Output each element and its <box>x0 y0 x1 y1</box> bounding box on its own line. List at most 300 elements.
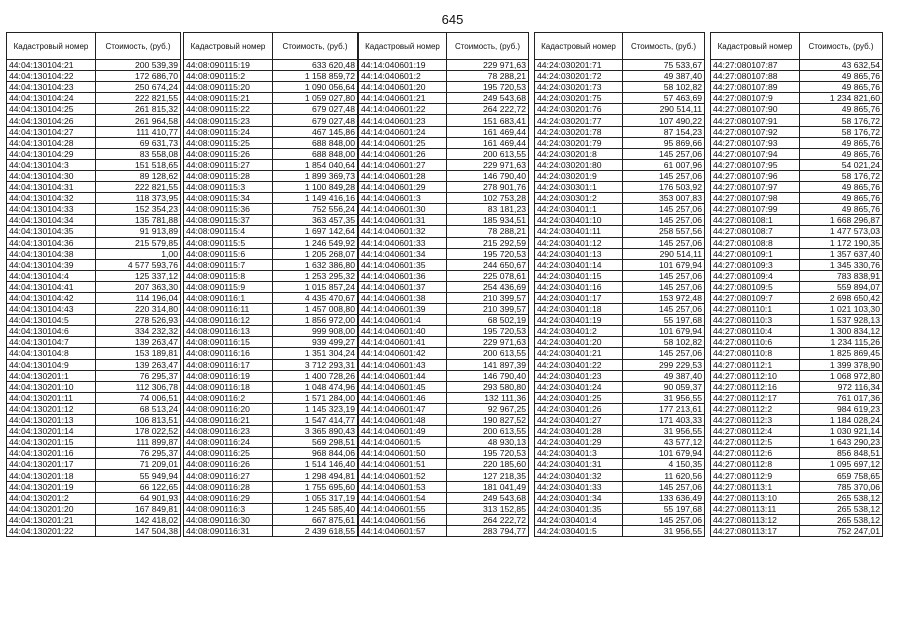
cadastre-number: 44:08:090115:27 <box>184 159 273 170</box>
cadastre-number: 44:27:080112:8 <box>711 459 800 470</box>
cost-value: 146 790,40 <box>447 170 529 181</box>
cost-value: 1 030 921,14 <box>800 426 883 437</box>
cadastre-number: 44:04:130104:32 <box>7 193 96 204</box>
table-row <box>711 426 883 437</box>
table-row <box>184 525 358 536</box>
cost-value: 145 257,06 <box>623 304 705 315</box>
table-row <box>535 470 705 481</box>
cadastre-number: 44:08:090116:11 <box>184 304 273 315</box>
table-row <box>711 60 883 71</box>
table-row <box>359 82 529 93</box>
cost-value: 264 222,72 <box>447 514 529 525</box>
cost-value: 229 971,63 <box>447 159 529 170</box>
cadastre-number: 44:24:030201:75 <box>535 93 623 104</box>
cost-value: 151 518,65 <box>96 159 181 170</box>
table-row <box>359 392 529 403</box>
cost-value: 151 683,41 <box>447 115 529 126</box>
cost-value: 1 095 697,12 <box>800 459 883 470</box>
table-row <box>711 126 883 137</box>
cadastre-number: 44:14:040601:51 <box>359 459 447 470</box>
cost-value: 265 538,12 <box>800 492 883 503</box>
cost-value: 752 247,01 <box>800 525 883 536</box>
cadastre-number: 44:04:130104:38 <box>7 248 96 259</box>
cost-value: 1 357 637,40 <box>800 248 883 259</box>
table-row <box>184 270 358 281</box>
cadastre-number: 44:08:090116:18 <box>184 381 273 392</box>
cadastre-number: 44:14:040601:24 <box>359 126 447 137</box>
table-row <box>7 370 181 381</box>
cost-value: 752 556,24 <box>273 204 358 215</box>
table-row <box>535 514 705 525</box>
cadastre-number: 44:27:080112:9 <box>711 470 800 481</box>
cost-value: 1 021 103,30 <box>800 304 883 315</box>
cost-value: 69 631,73 <box>96 137 181 148</box>
table-row <box>359 60 529 71</box>
cost-value: 172 686,70 <box>96 71 181 82</box>
cost-value: 111 899,87 <box>96 437 181 448</box>
cadastre-number: 44:08:090115:7 <box>184 259 273 270</box>
cost-value: 761 017,36 <box>800 392 883 403</box>
cost-value: 667 875,61 <box>273 514 358 525</box>
table-row <box>7 71 181 82</box>
cadastre-number: 44:24:030201:9 <box>535 170 623 181</box>
cost-value: 78 288,21 <box>447 71 529 82</box>
cost-value: 68 513,24 <box>96 403 181 414</box>
cost-value: 161 469,44 <box>447 137 529 148</box>
cost-value: 290 514,11 <box>623 248 705 259</box>
table-row <box>184 304 358 315</box>
cadastre-number: 44:04:130104:35 <box>7 226 96 237</box>
cost-value: 688 848,00 <box>273 137 358 148</box>
cost-value: 78 288,21 <box>447 226 529 237</box>
table-row <box>535 93 705 104</box>
table-row <box>184 403 358 414</box>
cadastre-number: 44:27:080109:1 <box>711 248 800 259</box>
table-row <box>7 426 181 437</box>
cost-value: 195 720,53 <box>447 82 529 93</box>
cadastre-number: 44:27:080109:3 <box>711 259 800 270</box>
table-row <box>535 315 705 326</box>
cadastre-number: 44:24:030201:73 <box>535 82 623 93</box>
cadastre-number: 44:04:130104:25 <box>7 104 96 115</box>
cost-value: 91 913,89 <box>96 226 181 237</box>
cost-value: 569 298,51 <box>273 437 358 448</box>
table-row <box>184 137 358 148</box>
cost-value: 1 068 972,80 <box>800 370 883 381</box>
cost-value: 106 813,51 <box>96 415 181 426</box>
table-row <box>184 215 358 226</box>
cadastre-number: 44:27:080112:10 <box>711 370 800 381</box>
table-row <box>184 115 358 126</box>
table-row <box>184 359 358 370</box>
cost-value: 200 613,55 <box>447 426 529 437</box>
table-row <box>359 93 529 104</box>
cadastre-number: 44:04:130201:16 <box>7 448 96 459</box>
table-row <box>184 514 358 525</box>
cost-value: 261 964,58 <box>96 115 181 126</box>
table-row <box>711 104 883 115</box>
table-row <box>359 237 529 248</box>
table-row <box>535 126 705 137</box>
cost-value: 244 650,67 <box>447 259 529 270</box>
table-row <box>184 126 358 137</box>
cost-value: 145 257,06 <box>623 281 705 292</box>
table-row <box>359 459 529 470</box>
cadastre-number: 44:27:080113:12 <box>711 514 800 525</box>
cadastre-number: 44:14:040601:35 <box>359 259 447 270</box>
cost-value: 785 370,06 <box>800 481 883 492</box>
cost-value: 11 620,56 <box>623 470 705 481</box>
cadastre-number: 44:14:040601:47 <box>359 403 447 414</box>
table-row <box>7 337 181 348</box>
table-row <box>711 470 883 481</box>
table-row <box>359 292 529 303</box>
table-row <box>7 492 181 503</box>
cadastre-number: 44:04:130104:21 <box>7 60 96 71</box>
cadastre-number: 44:14:040601:3 <box>359 193 447 204</box>
cost-value: 101 679,94 <box>623 326 705 337</box>
cadastre-number: 44:04:130201:14 <box>7 426 96 437</box>
cadastre-number: 44:24:030401:13 <box>535 248 623 259</box>
cadastre-number: 44:08:090116:26 <box>184 459 273 470</box>
cost-value: 254 436,69 <box>447 281 529 292</box>
table-row <box>711 182 883 193</box>
cadastre-number: 44:27:080107:9 <box>711 93 800 104</box>
header-cost: Стоимость, (руб.) <box>447 33 529 60</box>
cost-value: 153 189,81 <box>96 348 181 359</box>
table-row <box>184 182 358 193</box>
table-row <box>711 159 883 170</box>
table-row <box>711 281 883 292</box>
cadastre-number: 44:24:030401:35 <box>535 503 623 514</box>
table-row <box>535 237 705 248</box>
table-row <box>711 248 883 259</box>
table-row <box>535 370 705 381</box>
cost-value: 125 337,12 <box>96 270 181 281</box>
cadastre-number: 44:08:090115:28 <box>184 170 273 181</box>
table-row <box>535 448 705 459</box>
cost-value: 1 547 414,77 <box>273 415 358 426</box>
cadastre-number: 44:04:130201:11 <box>7 392 96 403</box>
cadastre-number: 44:08:090115:34 <box>184 193 273 204</box>
cadastre-number: 44:27:080112:5 <box>711 437 800 448</box>
cost-value: 58 176,72 <box>800 126 883 137</box>
cost-value: 1 697 142,64 <box>273 226 358 237</box>
cost-value: 999 908,00 <box>273 326 358 337</box>
cost-value: 968 844,06 <box>273 448 358 459</box>
cadastre-number: 44:24:030401:22 <box>535 359 623 370</box>
cadastre-number: 44:04:130201:19 <box>7 481 96 492</box>
cost-value: 55 949,94 <box>96 470 181 481</box>
cadastre-number: 44:27:080113:10 <box>711 492 800 503</box>
cost-value: 102 753,28 <box>447 193 529 204</box>
cadastre-number: 44:14:040601:57 <box>359 525 447 536</box>
header-row <box>535 33 705 60</box>
cadastre-number: 44:24:030401:23 <box>535 370 623 381</box>
cost-value: 177 213,61 <box>623 403 705 414</box>
cost-value: 1 668 296,87 <box>800 215 883 226</box>
cost-value: 1 854 040,64 <box>273 159 358 170</box>
table-row <box>184 492 358 503</box>
table-row <box>184 337 358 348</box>
cadastre-number: 44:04:130201:20 <box>7 503 96 514</box>
table-row <box>711 492 883 503</box>
table-row <box>7 459 181 470</box>
cost-value: 112 306,78 <box>96 381 181 392</box>
cost-value: 76 295,37 <box>96 370 181 381</box>
cost-value: 145 257,06 <box>623 215 705 226</box>
cost-value: 55 197,68 <box>623 503 705 514</box>
cost-value: 101 679,94 <box>623 448 705 459</box>
cadastre-number: 44:14:040601:40 <box>359 326 447 337</box>
cadastre-number: 44:04:130201:15 <box>7 437 96 448</box>
table-row <box>359 226 529 237</box>
cadastre-number: 44:24:030401:28 <box>535 426 623 437</box>
cost-value: 49 387,40 <box>623 370 705 381</box>
table-row <box>7 392 181 403</box>
cadastre-number: 44:24:030401:12 <box>535 237 623 248</box>
cadastre-number: 44:04:130104:27 <box>7 126 96 137</box>
cost-value: 264 222,72 <box>447 104 529 115</box>
cost-value: 1 145 323,19 <box>273 403 358 414</box>
table-row <box>359 348 529 359</box>
cost-value: 1 048 474,96 <box>273 381 358 392</box>
table-row <box>7 259 181 270</box>
table-row <box>711 514 883 525</box>
cadastre-number: 44:27:080113:11 <box>711 503 800 514</box>
cadastre-number: 44:04:130104:7 <box>7 337 96 348</box>
table-row <box>711 459 883 470</box>
table-row <box>359 193 529 204</box>
table-row <box>184 459 358 470</box>
table-row <box>184 159 358 170</box>
cadastre-number: 44:08:090115:19 <box>184 60 273 71</box>
cost-value: 145 257,06 <box>623 481 705 492</box>
cadastre-number: 44:08:090115:4 <box>184 226 273 237</box>
table-row <box>184 470 358 481</box>
cost-value: 49 865,76 <box>800 193 883 204</box>
cost-value: 200 539,39 <box>96 60 181 71</box>
cost-value: 1 351 304,24 <box>273 348 358 359</box>
cadastre-number: 44:14:040601:30 <box>359 204 447 215</box>
table-row <box>359 182 529 193</box>
cadastre-number: 44:27:080107:99 <box>711 204 800 215</box>
table-row <box>711 304 883 315</box>
table-row <box>711 148 883 159</box>
cost-value: 4 150,35 <box>623 459 705 470</box>
table-row <box>184 426 358 437</box>
cadastre-number: 44:27:080107:90 <box>711 104 800 115</box>
table-row <box>359 415 529 426</box>
cadastre-number: 44:08:090116:21 <box>184 415 273 426</box>
cadastre-number: 44:14:040601:50 <box>359 448 447 459</box>
cost-value: 258 557,56 <box>623 226 705 237</box>
cost-value: 1 015 857,24 <box>273 281 358 292</box>
table-row <box>184 104 358 115</box>
cost-value: 1 755 695,60 <box>273 481 358 492</box>
cadastre-number: 44:08:090116:30 <box>184 514 273 525</box>
table-row <box>184 315 358 326</box>
table-row <box>7 470 181 481</box>
table-row <box>7 304 181 315</box>
cost-value: 1,00 <box>96 248 181 259</box>
cadastre-number: 44:08:090115:23 <box>184 115 273 126</box>
table-row <box>535 426 705 437</box>
cost-value: 178 022,52 <box>96 426 181 437</box>
table-row <box>359 104 529 115</box>
table-row <box>359 470 529 481</box>
cadastre-number: 44:14:040601:48 <box>359 415 447 426</box>
cost-value: 1 457 008,80 <box>273 304 358 315</box>
table-row <box>535 270 705 281</box>
cadastre-number: 44:08:090115:5 <box>184 237 273 248</box>
cost-value: 207 363,30 <box>96 281 181 292</box>
cadastre-number: 44:08:090115:24 <box>184 126 273 137</box>
table-row <box>711 348 883 359</box>
cadastre-number: 44:04:130104:36 <box>7 237 96 248</box>
cost-value: 1 234 115,26 <box>800 337 883 348</box>
cadastre-number: 44:08:090116:3 <box>184 503 273 514</box>
cadastre-number: 44:24:030201:8 <box>535 148 623 159</box>
cadastre-number: 44:24:030401:3 <box>535 448 623 459</box>
cost-value: 43 632,54 <box>800 60 883 71</box>
cost-value: 118 373,95 <box>96 193 181 204</box>
cadastre-number: 44:14:040601:25 <box>359 137 447 148</box>
cost-value: 185 934,51 <box>447 215 529 226</box>
cadastre-number: 44:24:030201:78 <box>535 126 623 137</box>
table-row <box>359 381 529 392</box>
cost-value: 58 176,72 <box>800 170 883 181</box>
table-row <box>184 71 358 82</box>
cost-value: 1 643 290,23 <box>800 437 883 448</box>
table-row <box>184 148 358 159</box>
cost-value: 92 967,25 <box>447 403 529 414</box>
cost-value: 49 387,40 <box>623 71 705 82</box>
cadastre-number: 44:24:030201:80 <box>535 159 623 170</box>
cadastre-number: 44:08:090116:28 <box>184 481 273 492</box>
table-row <box>535 82 705 93</box>
cadastre-number: 44:24:030401:20 <box>535 337 623 348</box>
cadastre-number: 44:04:130104:31 <box>7 182 96 193</box>
table-row <box>535 348 705 359</box>
table-row <box>359 115 529 126</box>
cadastre-number: 44:08:090116:2 <box>184 392 273 403</box>
cadastre-number: 44:24:030401:14 <box>535 259 623 270</box>
cadastre-number: 44:24:030401:2 <box>535 326 623 337</box>
cost-value: 145 257,06 <box>623 237 705 248</box>
table-row <box>7 326 181 337</box>
table-row <box>7 448 181 459</box>
cadastre-number: 44:24:030401:1 <box>535 204 623 215</box>
cadastre-number: 44:08:090115:26 <box>184 148 273 159</box>
cost-value: 1 100 849,28 <box>273 182 358 193</box>
cost-value: 145 257,06 <box>623 348 705 359</box>
cost-value: 49 865,76 <box>800 71 883 82</box>
table-row <box>7 215 181 226</box>
cost-value: 76 295,37 <box>96 448 181 459</box>
table-row <box>711 315 883 326</box>
cost-value: 559 894,07 <box>800 281 883 292</box>
cost-value: 229 971,63 <box>447 337 529 348</box>
table-row <box>7 60 181 71</box>
table-row <box>184 259 358 270</box>
cadastre-number: 44:27:080112:4 <box>711 426 800 437</box>
cadastre-number: 44:14:040601:28 <box>359 170 447 181</box>
cost-value: 1 632 386,80 <box>273 259 358 270</box>
table-row <box>535 115 705 126</box>
table-row <box>359 159 529 170</box>
cost-value: 222 821,55 <box>96 93 181 104</box>
table-row <box>711 137 883 148</box>
table-row <box>359 426 529 437</box>
cadastre-number: 44:27:080108:8 <box>711 237 800 248</box>
cadastre-number: 44:14:040601:46 <box>359 392 447 403</box>
cost-value: 222 821,55 <box>96 182 181 193</box>
table-row <box>711 215 883 226</box>
cadastre-number: 44:04:130201:13 <box>7 415 96 426</box>
cadastre-number: 44:04:130104:6 <box>7 326 96 337</box>
cadastre-number: 44:27:080109:5 <box>711 281 800 292</box>
cost-value: 132 111,36 <box>447 392 529 403</box>
cadastre-number: 44:27:080107:91 <box>711 115 800 126</box>
table-row <box>184 60 358 71</box>
header-cadastre: Кадастровый номер <box>535 33 623 60</box>
cost-value: 4 577 593,76 <box>96 259 181 270</box>
table-row <box>7 104 181 115</box>
cost-value: 181 041,49 <box>447 481 529 492</box>
table-row <box>711 259 883 270</box>
cost-value: 3 712 293,31 <box>273 359 358 370</box>
table-row <box>7 348 181 359</box>
cost-value: 220 185,60 <box>447 459 529 470</box>
table-row <box>7 248 181 259</box>
cost-value: 200 613,55 <box>447 148 529 159</box>
cadastre-number: 44:08:090115:20 <box>184 82 273 93</box>
cadastre-number: 44:24:030401:16 <box>535 281 623 292</box>
cost-value: 334 232,32 <box>96 326 181 337</box>
table-row <box>7 182 181 193</box>
table-row <box>359 137 529 148</box>
cadastre-number: 44:27:080109:7 <box>711 292 800 303</box>
cost-value: 2 439 618,55 <box>273 525 358 536</box>
cadastre-number: 44:27:080113:17 <box>711 525 800 536</box>
cost-value: 1 245 585,40 <box>273 503 358 514</box>
table-row <box>184 392 358 403</box>
cadastre-number: 44:14:040601:26 <box>359 148 447 159</box>
cadastre-number: 44:04:130104:4 <box>7 270 96 281</box>
cadastre-number: 44:14:040601:29 <box>359 182 447 193</box>
cadastre-number: 44:14:040601:36 <box>359 270 447 281</box>
table-row <box>711 337 883 348</box>
table-row <box>7 126 181 137</box>
cost-value: 107 490,22 <box>623 115 705 126</box>
cadastre-number: 44:04:130201:2 <box>7 492 96 503</box>
cadastre-number: 44:14:040601:27 <box>359 159 447 170</box>
table-row <box>711 193 883 204</box>
cadastre-number: 44:24:030401:18 <box>535 304 623 315</box>
table-row <box>184 437 358 448</box>
cost-value: 688 848,00 <box>273 148 358 159</box>
table-row <box>7 403 181 414</box>
cost-value: 4 435 470,67 <box>273 292 358 303</box>
table-row <box>7 437 181 448</box>
cadastre-number: 44:04:130201:10 <box>7 381 96 392</box>
cadastre-number: 44:24:030401:17 <box>535 292 623 303</box>
table-row <box>535 137 705 148</box>
table-row <box>7 159 181 170</box>
cost-value: 74 006,51 <box>96 392 181 403</box>
cost-value: 95 869,66 <box>623 137 705 148</box>
